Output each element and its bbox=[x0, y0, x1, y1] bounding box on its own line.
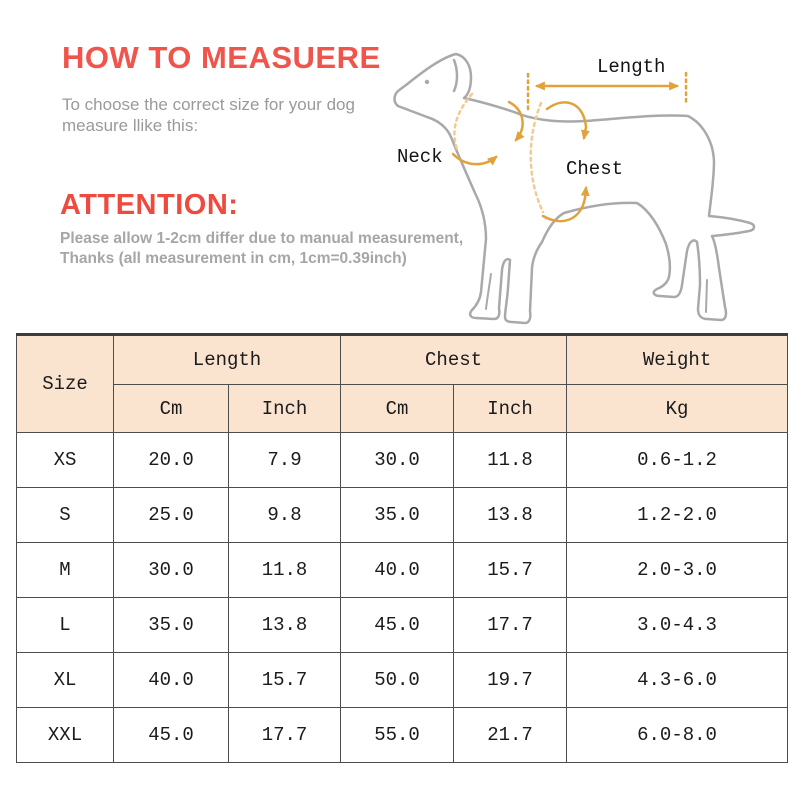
col-header-length-cm: Cm bbox=[114, 385, 229, 433]
cell-chest-cm: 45.0 bbox=[341, 598, 454, 653]
cell-length-inch: 13.8 bbox=[229, 598, 341, 653]
col-header-weight: Weight bbox=[567, 335, 788, 385]
dog-measurement-diagram bbox=[390, 30, 790, 330]
table-row-xs bbox=[17, 433, 788, 488]
dog-body-outline bbox=[395, 54, 755, 323]
col-header-size: Size bbox=[17, 335, 114, 433]
cell-length-inch: 15.7 bbox=[229, 653, 341, 708]
dog-eye-dot bbox=[425, 80, 429, 84]
cell-weight-kg: 0.6-1.2 bbox=[567, 433, 788, 488]
cell-length-inch: 17.7 bbox=[229, 708, 341, 763]
size-table bbox=[16, 333, 788, 763]
cell-chest-cm: 50.0 bbox=[341, 653, 454, 708]
cell-size: S bbox=[17, 488, 114, 543]
cell-length-inch: 9.8 bbox=[229, 488, 341, 543]
cell-weight-kg: 1.2-2.0 bbox=[567, 488, 788, 543]
cell-chest-cm: 55.0 bbox=[341, 708, 454, 763]
size-table-body bbox=[17, 433, 788, 763]
cell-size: XL bbox=[17, 653, 114, 708]
cell-length-cm: 45.0 bbox=[114, 708, 229, 763]
subtitle-line1: To choose the correct size for your dog bbox=[62, 95, 355, 114]
size-table-header bbox=[17, 335, 788, 433]
cell-chest-inch: 19.7 bbox=[454, 653, 567, 708]
cell-size: XXL bbox=[17, 708, 114, 763]
cell-length-cm: 25.0 bbox=[114, 488, 229, 543]
page-title: HOW TO MEASUERE bbox=[62, 40, 381, 75]
col-header-chest-inch: Inch bbox=[454, 385, 567, 433]
cell-chest-cm: 40.0 bbox=[341, 543, 454, 598]
length-label: Length bbox=[597, 56, 666, 78]
cell-chest-inch: 15.7 bbox=[454, 543, 567, 598]
subtitle-line2: measure llike this: bbox=[62, 116, 199, 135]
attention-note-line2: Thanks (all measurement in cm, 1cm=0.39inch) bbox=[60, 249, 407, 267]
cell-length-cm: 35.0 bbox=[114, 598, 229, 653]
cell-weight-kg: 6.0-8.0 bbox=[567, 708, 788, 763]
dog-hind-leg-overlap-line bbox=[706, 280, 707, 312]
cell-chest-cm: 30.0 bbox=[341, 433, 454, 488]
table-row-m bbox=[17, 543, 788, 598]
cell-weight-kg: 2.0-3.0 bbox=[567, 543, 788, 598]
header-row-groups bbox=[17, 335, 788, 385]
cell-size: XS bbox=[17, 433, 114, 488]
cell-chest-inch: 13.8 bbox=[454, 488, 567, 543]
cell-chest-inch: 17.7 bbox=[454, 598, 567, 653]
cell-chest-inch: 21.7 bbox=[454, 708, 567, 763]
cell-weight-kg: 4.3-6.0 bbox=[567, 653, 788, 708]
subtitle bbox=[62, 94, 355, 136]
attention-note-line1: Please allow 1-2cm differ due to manual measurement, bbox=[60, 230, 464, 247]
col-header-length-inch: Inch bbox=[229, 385, 341, 433]
cell-length-cm: 20.0 bbox=[114, 433, 229, 488]
chest-label: Chest bbox=[566, 158, 624, 180]
col-header-length: Length bbox=[114, 335, 341, 385]
cell-chest-cm: 35.0 bbox=[341, 488, 454, 543]
cell-length-cm: 30.0 bbox=[114, 543, 229, 598]
cell-length-inch: 11.8 bbox=[229, 543, 341, 598]
cell-weight-kg: 3.0-4.3 bbox=[567, 598, 788, 653]
table-row-l bbox=[17, 598, 788, 653]
header-row-units bbox=[17, 385, 788, 433]
table-row-s bbox=[17, 488, 788, 543]
col-header-chest-cm: Cm bbox=[341, 385, 454, 433]
dog-outline-icon bbox=[395, 54, 755, 323]
cell-size: L bbox=[17, 598, 114, 653]
col-header-chest: Chest bbox=[341, 335, 567, 385]
neck-label: Neck bbox=[397, 146, 443, 168]
cell-length-cm: 40.0 bbox=[114, 653, 229, 708]
attention-title: ATTENTION: bbox=[60, 189, 239, 221]
cell-length-inch: 7.9 bbox=[229, 433, 341, 488]
table-row-xl bbox=[17, 653, 788, 708]
cell-chest-inch: 11.8 bbox=[454, 433, 567, 488]
cell-size: M bbox=[17, 543, 114, 598]
col-header-weight-kg: Kg bbox=[567, 385, 788, 433]
table-row-xxl bbox=[17, 708, 788, 763]
